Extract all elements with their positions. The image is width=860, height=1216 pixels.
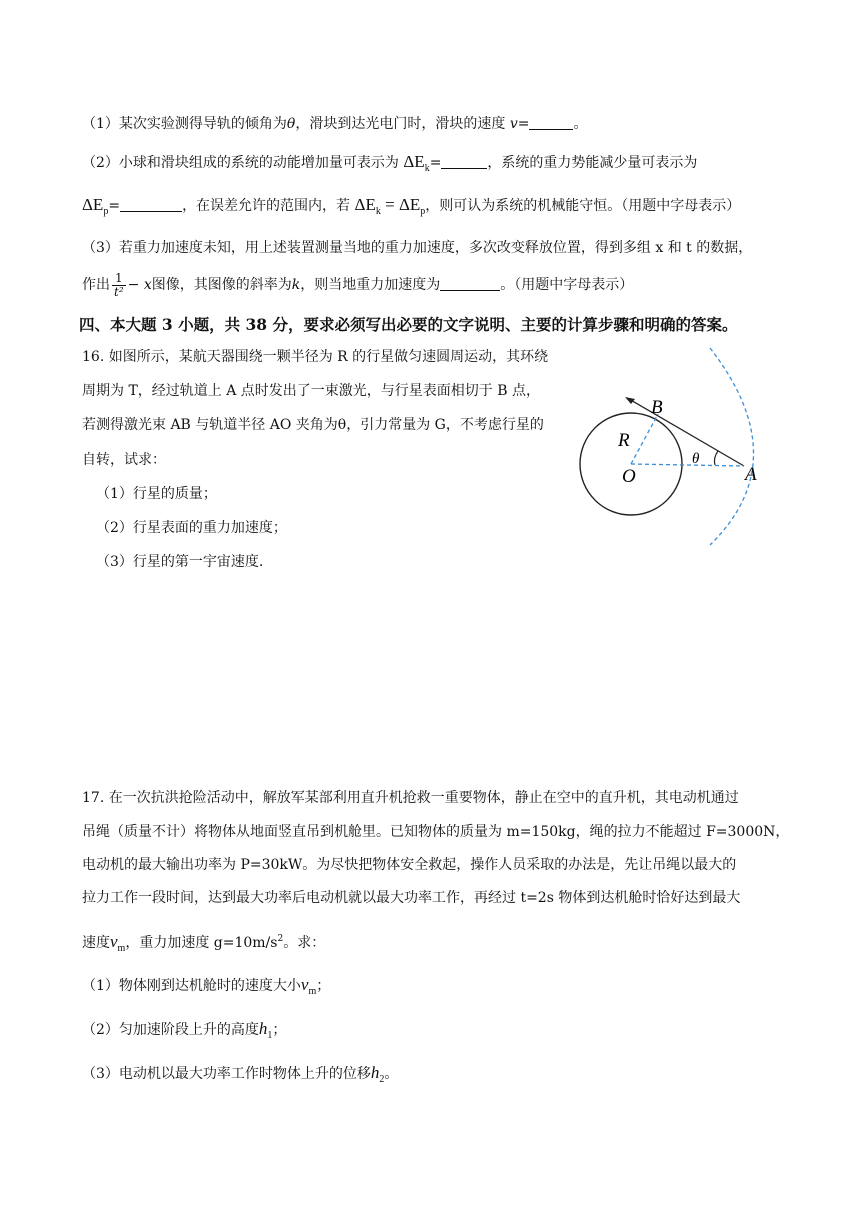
delta-ep: $\Delta E_p$ xyxy=(82,195,109,217)
q17-line5 xyxy=(82,929,325,959)
q15-part1-mid: ，滑块到达光电门时，滑块的速度 xyxy=(295,116,510,132)
q15-part3-line2 xyxy=(82,270,633,300)
vm-symbol: $v_m$ xyxy=(300,975,317,997)
equals-sign: = xyxy=(380,195,399,214)
section-heading: 四、本大题 3 小题，共 38 分，要求必须写出必要的文字说明、主要的计算步骤和明确的答案。 xyxy=(79,315,738,334)
q15-part2 xyxy=(82,152,697,179)
q15-part2-cont xyxy=(82,195,740,222)
h1-symbol: $h_1$ xyxy=(258,1019,273,1041)
q16-sub1: （1）行星的质量； xyxy=(96,486,217,502)
q17-sub3-prefix: （3）电动机以最大功率工作时物体上升的位移 xyxy=(82,1066,371,1082)
theta-symbol: θ xyxy=(286,116,296,132)
q16-line3: 若测得激光束 AB 与轨道半径 AO 夹角为θ，引力常量为 G，不考虑行星的 xyxy=(82,417,544,433)
q17-sub1-end: ； xyxy=(316,978,331,994)
q17-sub3-end: 。 xyxy=(384,1066,399,1082)
q16-line4: 自转，试求： xyxy=(82,452,166,468)
h2-symbol: $h_2$ xyxy=(370,1063,385,1085)
q17-sub2-prefix: （2）匀加速阶段上升的高度 xyxy=(82,1022,259,1038)
q17-line3: 电动机的最大输出功率为 P=30kW。为尽快把物体安全救起，操作人员采取的办法是，先让吊绳以最大的 xyxy=(82,857,737,873)
arrow-head-icon xyxy=(625,397,635,404)
theta-arc xyxy=(714,451,718,465)
velocity-symbol: v xyxy=(509,116,518,132)
label-b: B xyxy=(651,397,663,418)
q15-part1 xyxy=(82,114,587,134)
q16-sub3: （3）行星的第一宇宙速度. xyxy=(96,554,264,570)
label-o: O xyxy=(622,466,636,487)
q15-part3-prefix: 作出 xyxy=(82,277,110,293)
orbit-arc xyxy=(710,348,754,545)
slope-k: k xyxy=(291,277,301,293)
delta-ep: $\Delta E_p$ xyxy=(398,195,426,217)
minus-x: − x xyxy=(127,277,152,293)
label-a: A xyxy=(745,464,757,485)
answer-blank[interactable] xyxy=(529,115,573,130)
q16-sub2: （2）行星表面的重力加速度； xyxy=(96,520,287,536)
laser-beam xyxy=(629,399,744,466)
q17-line5-end: 。求： xyxy=(283,935,326,951)
q15-part3-end: 。（用题中字母表示） xyxy=(500,277,634,293)
radius-ob xyxy=(631,414,658,464)
q17-line5-mid: ，重力加速度 g=10m/s xyxy=(125,935,278,951)
q15-part3-mid: 图像，其图像的斜率为 xyxy=(151,277,292,293)
equals-sign: = xyxy=(429,155,442,171)
superscript-two: 2 xyxy=(277,934,284,944)
q17-sub2 xyxy=(82,1019,286,1046)
answer-blank[interactable] xyxy=(440,276,500,291)
vm-symbol: $v_m$ xyxy=(110,932,126,954)
line-oa xyxy=(631,464,744,466)
q15-part1-end: 。 xyxy=(573,116,588,132)
q17-line1: 17. 在一次抗洪抢险活动中，解放军某部利用直升机抢救一重要物体，静止在空中的直升机，其电动机通过 xyxy=(82,790,739,806)
delta-ek: $\Delta E_k$ xyxy=(403,152,430,174)
q15-part3-mid2: ，则当地重力加速度为 xyxy=(300,277,441,293)
q17-sub2-end: ； xyxy=(272,1022,287,1038)
equals-sign: = xyxy=(517,116,530,132)
q17-line4: 拉力工作一段时间，达到最大功率后电动机就以最大功率工作，再经过 t=2s 物体到达机舱时恰好达到最大 xyxy=(82,890,741,906)
q15-part2-after: ，在误差允许的范围内，若 xyxy=(182,198,351,214)
equals-sign: = xyxy=(108,198,121,214)
q15-part2-mid: ，系统的重力势能减少量可表示为 xyxy=(487,155,698,171)
q15-part3-line1: （3）若重力加速度未知，用上述装置测量当地的重力加速度，多次改变释放位置，得到多组 x 和 t 的数据， xyxy=(82,240,753,256)
delta-ek: $\Delta E_k$ xyxy=(354,195,381,217)
label-theta: θ xyxy=(692,451,700,467)
q17-sub3 xyxy=(82,1063,398,1090)
q16-line2: 周期为 T，经过轨道上 A 点时发出了一束激光，与行星表面相切于 B 点， xyxy=(82,383,540,399)
q15-part1-prefix: （1）某次实验测得导轨的倾角为 xyxy=(82,116,287,132)
q17-sub1-prefix: （1）物体刚到达机舱时的速度大小 xyxy=(82,978,301,994)
q17-line5-prefix: 速度 xyxy=(82,935,110,951)
label-r: R xyxy=(618,430,630,451)
q17-sub1 xyxy=(82,975,330,1002)
q15-part2-prefix: （2）小球和滑块组成的系统的动能增加量可表示为 xyxy=(82,155,399,171)
q15-part2-end: ，则可认为系统的机械能守恒。（用题中字母表示） xyxy=(425,198,741,214)
fraction-one-over-t-squared: $\frac{1}{\text{t²}}$ xyxy=(114,270,124,299)
answer-blank[interactable] xyxy=(120,197,182,212)
q17-line2: 吊绳（质量不计）将物体从地面竖直吊到机舱里。已知物体的质量为 m=150kg，绳的拉力不能超过 F=3000N， xyxy=(82,824,790,840)
q16-line1: 16. 如图所示，某航天器围绕一颗半径为 R 的行星做匀速圆周运动，其环绕 xyxy=(82,349,549,365)
answer-blank[interactable] xyxy=(441,154,487,169)
orbit-diagram xyxy=(575,340,775,550)
